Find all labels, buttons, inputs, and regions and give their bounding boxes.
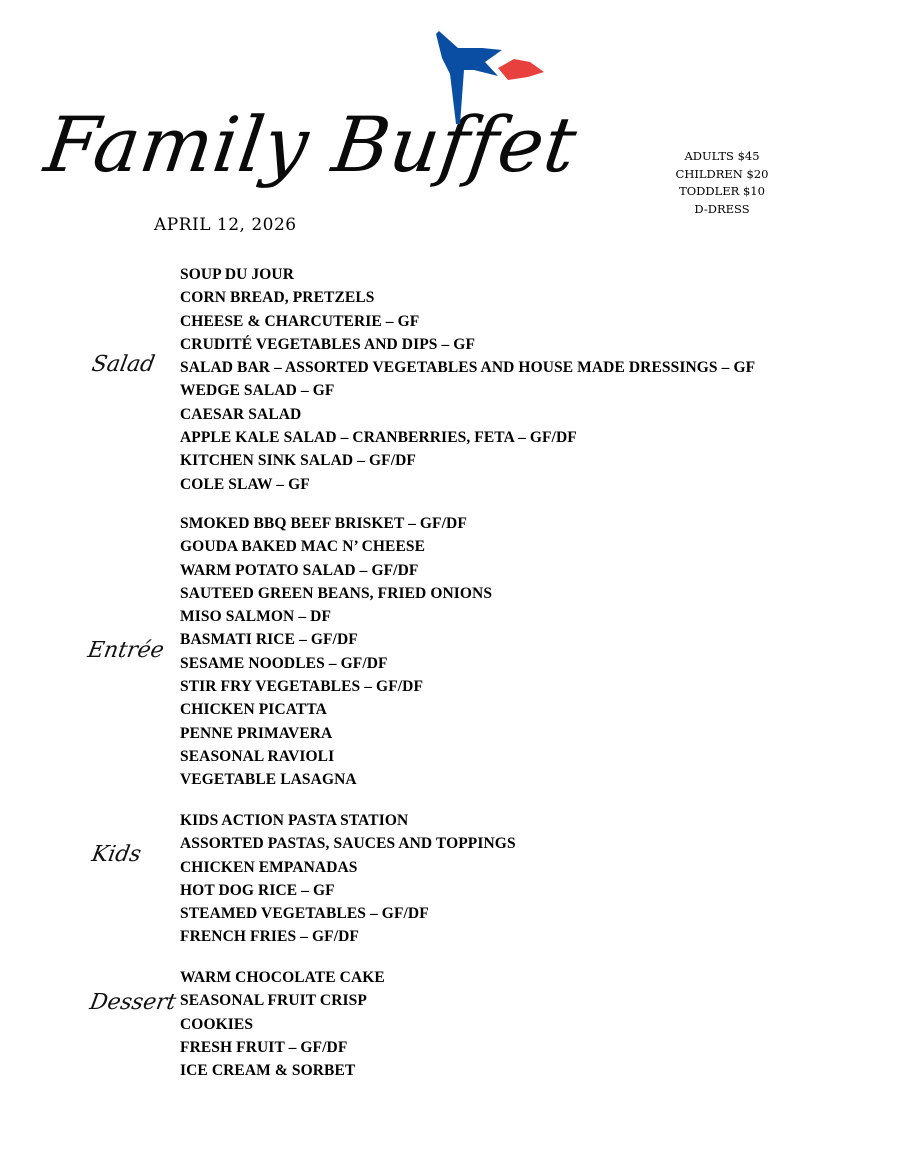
price-list <box>672 148 772 218</box>
list-item: HOT DOG RICE – GF <box>180 881 335 899</box>
list-item: CRUDITÉ VEGETABLES AND DIPS – GF <box>180 335 476 353</box>
price-toddler: TODDLER $10 <box>679 184 765 198</box>
burgee-flag-icon <box>430 28 550 128</box>
list-item: ASSORTED PASTAS, SAUCES AND TOPPINGS <box>180 835 516 853</box>
list-item: BASMATI RICE – GF/DF <box>180 631 358 649</box>
list-item: STIR FRY VEGETABLES – GF/DF <box>180 678 424 696</box>
list-item: FRESH FRUIT – GF/DF <box>180 1038 348 1056</box>
section-label-entree: Entrée <box>85 638 166 663</box>
list-item: WARM POTATO SALAD – GF/DF <box>180 561 419 579</box>
event-date: APRIL 12, 2026 <box>154 215 297 235</box>
list-item: SMOKED BBQ BEEF BRISKET – GF/DF <box>180 515 467 532</box>
dessert-item-list <box>180 966 385 1082</box>
list-item: WEDGE SALAD – GF <box>180 382 335 400</box>
entree-item-list <box>180 512 492 792</box>
list-item: FRENCH FRIES – GF/DF <box>180 928 359 946</box>
list-item: SALAD BAR – ASSORTED VEGETABLES AND HOUSE MADE DRESSINGS – GF <box>180 359 756 377</box>
page-title: Family Buffet <box>39 100 583 189</box>
kids-item-list <box>180 809 516 949</box>
list-item: MISO SALMON – DF <box>180 608 332 626</box>
list-item: SEASONAL RAVIOLI <box>180 747 335 765</box>
flag-red-pennant <box>498 59 544 80</box>
list-item: GOUDA BAKED MAC N’ CHEESE <box>180 538 426 556</box>
list-item: CAESAR SALAD <box>180 405 302 423</box>
list-item: COLE SLAW – GF <box>180 475 310 493</box>
flag-blue-pennant <box>436 31 502 124</box>
list-item: APPLE KALE SALAD – CRANBERRIES, FETA – GF/DF <box>180 429 577 447</box>
list-item: SAUTEED GREEN BEANS, FRIED ONIONS <box>180 584 493 602</box>
list-item: STEAMED VEGETABLES – GF/DF <box>180 905 429 923</box>
price-children: CHILDREN $20 <box>675 166 769 181</box>
list-item: SESAME NOODLES – GF/DF <box>180 654 388 672</box>
list-item: CHEESE & CHARCUTERIE – GF <box>180 312 420 330</box>
list-item: KITCHEN SINK SALAD – GF/DF <box>180 452 416 470</box>
price-adults: ADULTS $45 <box>684 149 760 163</box>
list-item: SEASONAL FRUIT CRISP <box>180 992 367 1010</box>
section-label-salad: Salad <box>89 352 157 377</box>
dress-code: D-DRESS <box>694 201 750 216</box>
list-item: WARM CHOCOLATE CAKE <box>180 969 385 986</box>
list-item: CORN BREAD, PRETZELS <box>180 289 375 307</box>
list-item: SOUP DU JOUR <box>180 266 295 283</box>
salad-item-list <box>180 263 755 496</box>
list-item: VEGETABLE LASAGNA <box>180 771 357 789</box>
section-label-kids: Kids <box>89 842 144 867</box>
list-item: COOKIES <box>180 1015 254 1033</box>
list-item: PENNE PRIMAVERA <box>180 724 333 742</box>
list-item: KIDS ACTION PASTA STATION <box>180 812 409 829</box>
section-label-dessert: Dessert <box>87 990 178 1015</box>
list-item: CHICKEN EMPANADAS <box>180 858 358 876</box>
list-item: CHICKEN PICATTA <box>180 701 327 719</box>
list-item: ICE CREAM & SORBET <box>180 1062 356 1080</box>
